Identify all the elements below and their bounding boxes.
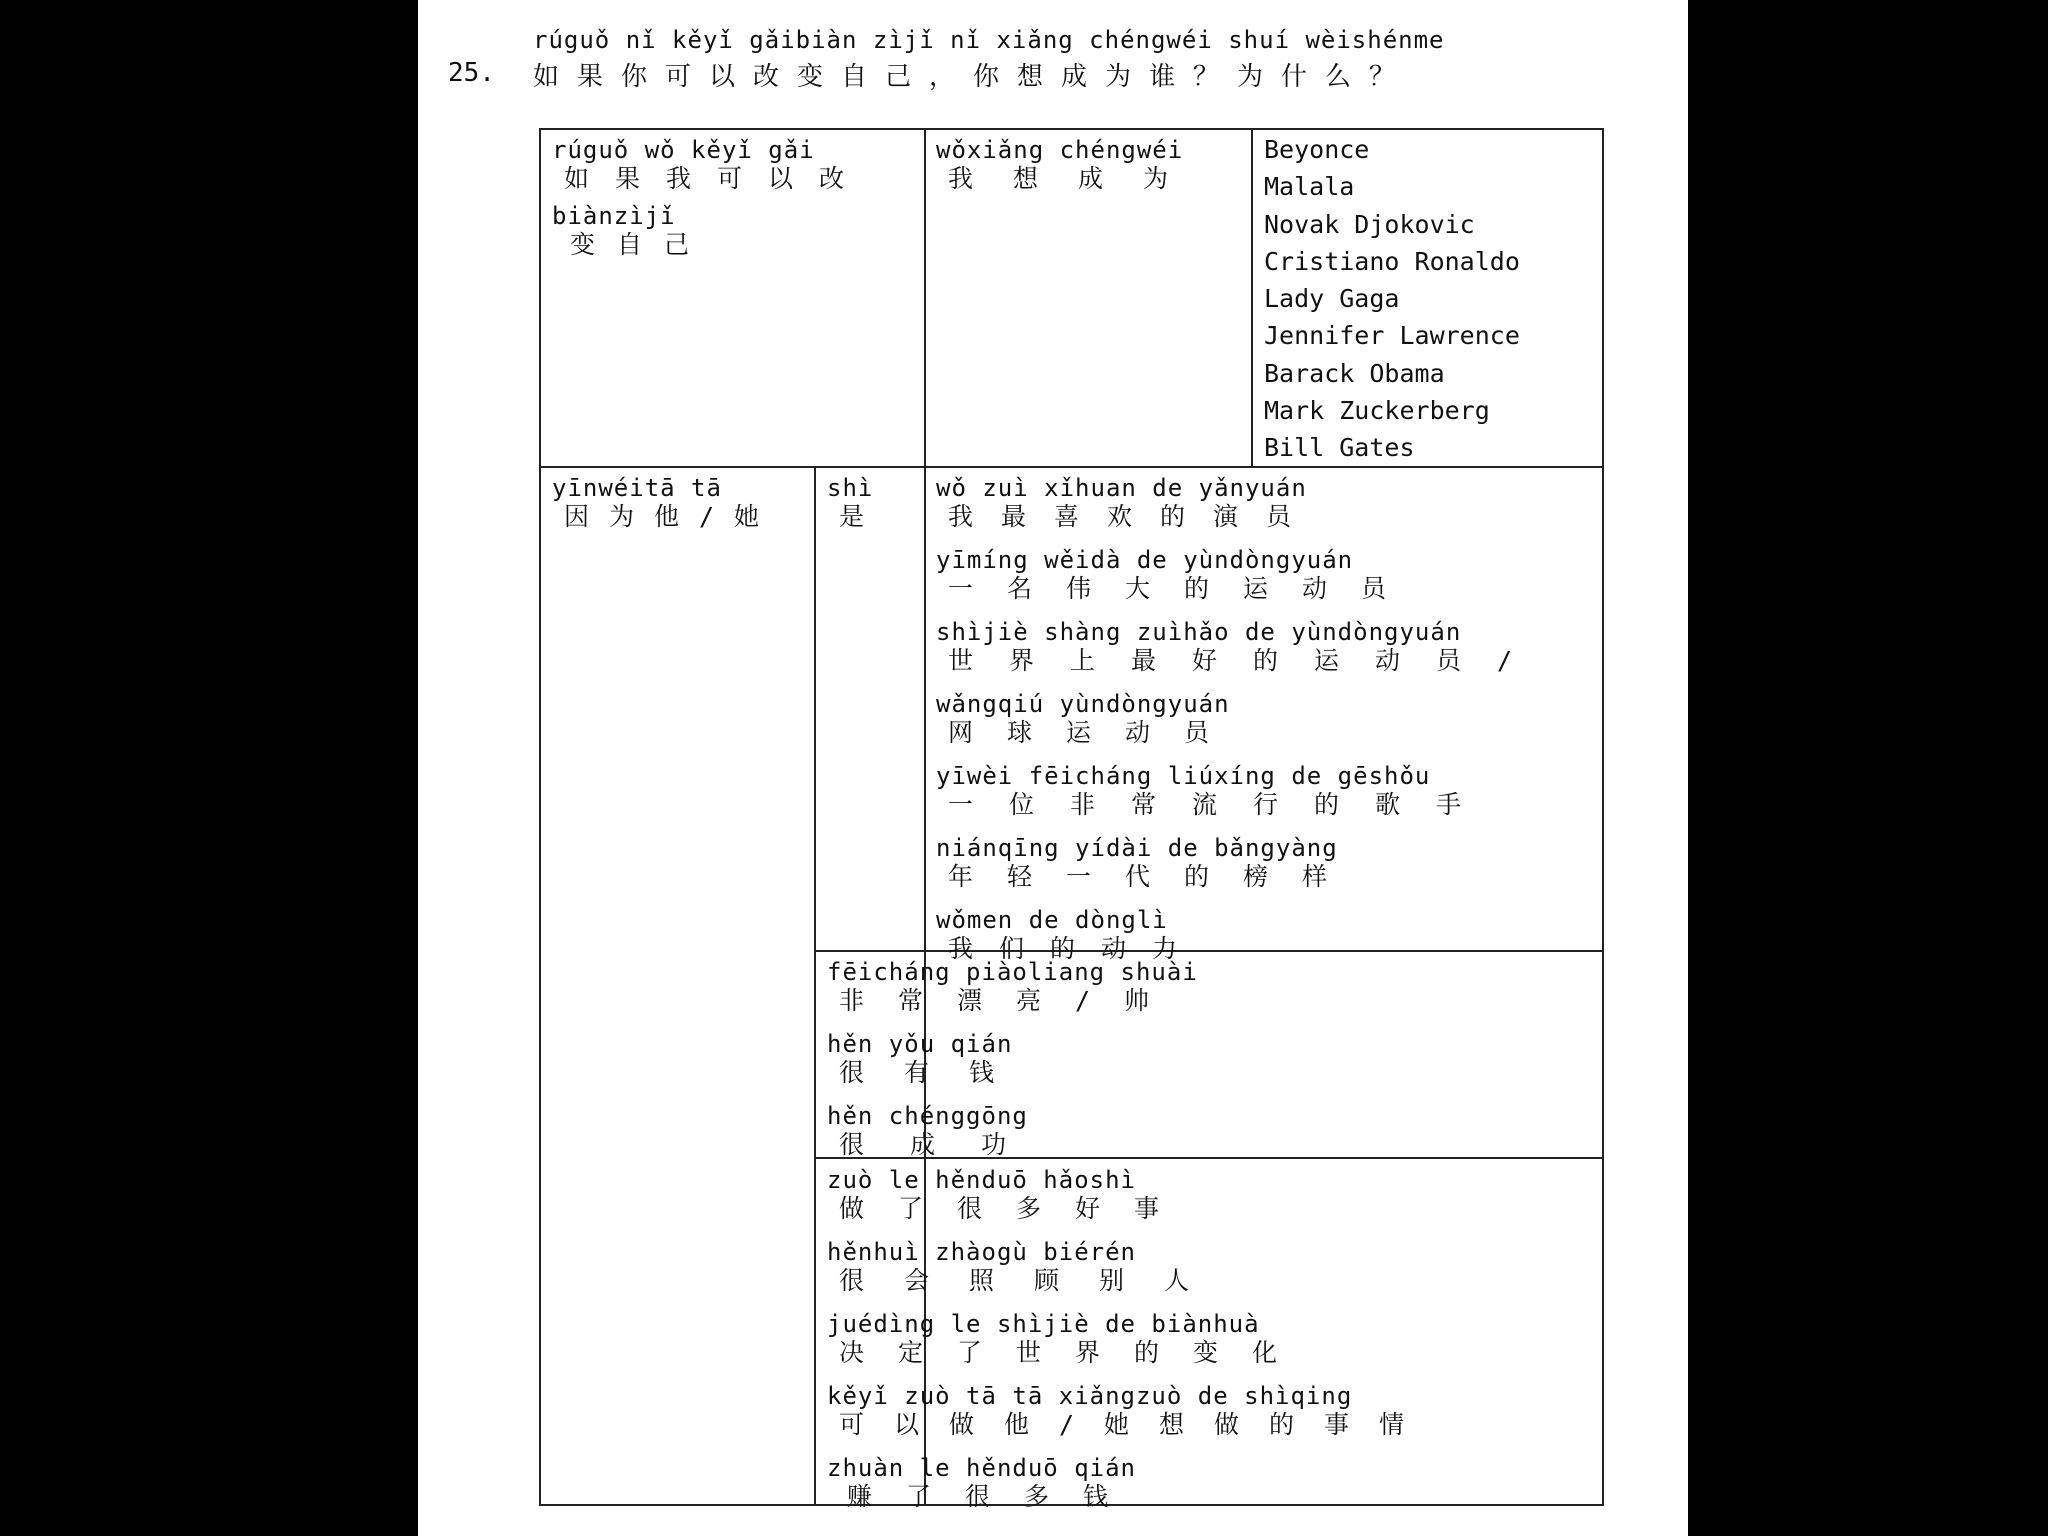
phrase-pinyin: zhuàn le hěnduō qián	[827, 1454, 1136, 1482]
phrase-pinyin: yīnwéitā tā	[552, 474, 722, 502]
phrase	[552, 202, 870, 260]
phrase	[936, 136, 1208, 194]
phrase-pinyin: fēicháng piàoliang shuài	[827, 958, 1198, 986]
phrase	[827, 958, 1198, 1016]
want-to-become-cell	[936, 136, 1208, 208]
because-cell	[552, 474, 779, 546]
question-pinyin: rúguǒ nǐ kěyǐ gǎibiàn zìjǐ nǐ xiǎng chéngwéi shuí wèishénme	[533, 26, 1445, 54]
phrase	[827, 1030, 1198, 1088]
phrase-chinese: 赚了很多钱	[847, 1482, 1143, 1511]
phrase	[936, 618, 1548, 676]
phrase-chinese: 很成功	[839, 1130, 1053, 1159]
action-options-cell	[827, 1166, 1434, 1526]
phrase-chinese: 很会照顾别人	[839, 1266, 1230, 1295]
phrase-pinyin: biànzìjǐ	[552, 202, 676, 230]
phrase-chinese: 可以做他/她想做的事情	[839, 1410, 1435, 1439]
phrase-chinese: 我们的动力	[948, 934, 1204, 963]
celebrity-name: Barack Obama	[1264, 358, 1445, 388]
phrase-chinese: 做了很多好事	[839, 1194, 1194, 1223]
celebrity-name: Bill Gates	[1264, 433, 1415, 463]
phrase-chinese: 如果我可以改	[564, 164, 871, 193]
question-number: 25.	[448, 58, 495, 88]
phrase-pinyin: wǒmen de dònglì	[936, 906, 1168, 934]
adjective-options-cell	[827, 958, 1198, 1174]
phrase-pinyin: rúguǒ wǒ kěyǐ gǎi	[552, 136, 815, 164]
celebrity-name: Beyonce	[1264, 135, 1370, 164]
celebrity-list	[1264, 131, 1520, 467]
phrase-chinese: 很有钱	[839, 1058, 1035, 1087]
phrase-chinese: 决定了世界的变化	[839, 1338, 1312, 1367]
celebrity-name: Malala	[1264, 172, 1355, 202]
phrase-chinese: 我最喜欢的演员	[948, 502, 1320, 531]
phrase	[936, 690, 1548, 748]
phrase-chinese: 是	[839, 502, 879, 531]
phrase-chinese: 网球运动员	[948, 718, 1244, 747]
phrase	[827, 1454, 1434, 1512]
phrase	[936, 546, 1548, 604]
phrase-chinese: 变自己	[570, 230, 712, 259]
phrase	[936, 762, 1548, 820]
phrase-pinyin: juédìng le shìjiè de biànhuà	[827, 1310, 1260, 1338]
phrase-chinese: 世界上最好的运动员/	[948, 646, 1549, 675]
phrase-chinese: 我想成为	[948, 164, 1209, 193]
shi-cell	[827, 474, 878, 546]
if-clause-cell	[552, 136, 870, 274]
question-chinese: 如果你可以改变自己，你想成为谁？为什么？	[533, 62, 1414, 92]
phrase	[936, 906, 1548, 964]
phrase-pinyin: zuò le hěnduō hǎoshì	[827, 1166, 1136, 1194]
phrase-pinyin: yīmíng wěidà de yùndòngyuán	[936, 546, 1354, 574]
celebrity-name: Cristiano Ronaldo	[1264, 246, 1520, 276]
phrase	[936, 834, 1548, 892]
celebrity-name: Novak Djokovic	[1264, 209, 1475, 239]
phrase-chinese: 一名伟大的运动员	[948, 574, 1421, 603]
phrase	[827, 1238, 1434, 1296]
phrase-pinyin: hěnhuì zhàogù biérén	[827, 1238, 1136, 1266]
identity-options-cell	[936, 474, 1548, 978]
celebrity-name: Mark Zuckerberg	[1264, 396, 1490, 426]
celebrity-name: Jennifer Lawrence	[1264, 321, 1520, 351]
phrase	[552, 474, 779, 532]
phrase-pinyin: yīwèi fēicháng liúxíng de gēshǒu	[936, 762, 1431, 790]
phrase-pinyin: wǎngqiú yùndòngyuán	[936, 690, 1230, 718]
phrase	[827, 474, 878, 532]
phrase-chinese: 非常漂亮/帅	[839, 986, 1184, 1015]
phrase	[827, 1102, 1198, 1160]
phrase	[827, 1382, 1434, 1440]
phrase-pinyin: hěn chénggōng	[827, 1102, 1028, 1130]
phrase-pinyin: wǒxiǎng chéngwéi	[936, 136, 1184, 164]
phrase-chinese: 一位非常流行的歌手	[948, 790, 1498, 819]
phrase	[552, 136, 870, 194]
phrase-pinyin: shìjiè shàng zuìhǎo de yùndòngyuán	[936, 618, 1462, 646]
phrase-pinyin: niánqīng yídài de bǎngyàng	[936, 834, 1338, 862]
phrase-pinyin: wǒ zuì xǐhuan de yǎnyuán	[936, 474, 1307, 502]
divider	[1251, 128, 1253, 468]
phrase	[936, 474, 1548, 532]
phrase-chinese: 因为他/她	[564, 502, 780, 531]
phrase	[827, 1166, 1434, 1224]
phrase	[827, 1310, 1434, 1368]
phrase-chinese: 年轻一代的榜样	[948, 862, 1362, 891]
divider	[814, 466, 816, 1506]
phrase-pinyin: kěyǐ zuò tā tā xiǎngzuò de shìqing	[827, 1382, 1353, 1410]
phrase-pinyin: hěn yǒu qián	[827, 1030, 1013, 1058]
celebrity-name: Lady Gaga	[1264, 284, 1400, 314]
phrase-pinyin: shì	[827, 474, 874, 502]
worksheet-page	[418, 0, 1688, 1536]
